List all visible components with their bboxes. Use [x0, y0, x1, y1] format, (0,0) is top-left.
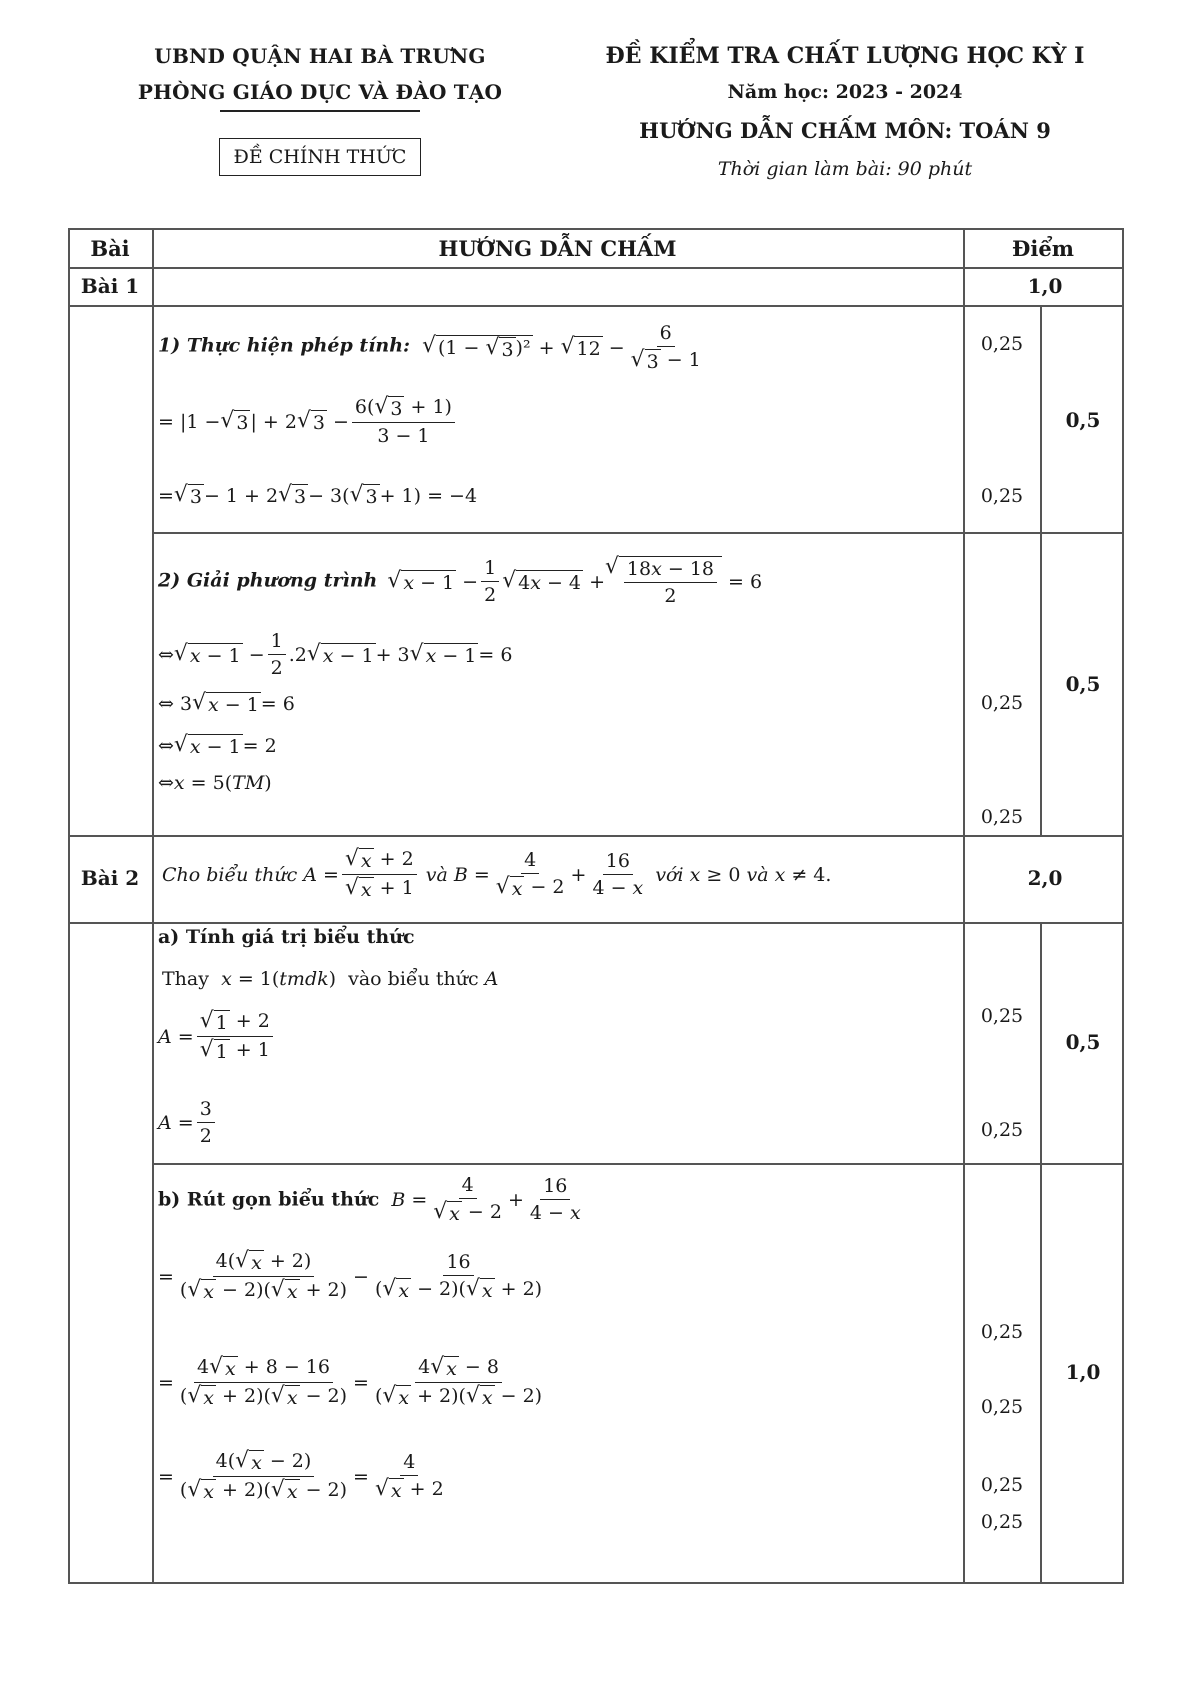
- q2-b-line4: = 4( √ x − 2) ( √ x + 2)( √ x − 2) = 4 √ x + 2: [158, 1448, 444, 1503]
- row-line-lesson1: [68, 305, 1124, 307]
- row-line-top: [68, 228, 1124, 230]
- col-divider-score-2: [1040, 922, 1042, 1583]
- q2-statement: Cho biểu thức A = √ x + 2 √ x + 1 và B = 4 √ x − 2 + $\frac{16}{4 - x}$ với x ≥ 0 và x ≠ 4.: [162, 846, 832, 901]
- row-line-q1-1: [152, 532, 1124, 534]
- col-divider-score-1: [1040, 305, 1042, 835]
- lesson1-total: 1,0: [1027, 274, 1063, 298]
- q1-1-line2: = |1 − √ 3 | + 2 √ 3 − 6( √ 3 + 1) 3 − 1: [158, 396, 458, 447]
- q1-2-prompt: 2) Giải phương trình: [158, 569, 378, 592]
- row-line-lesson2: [68, 922, 1124, 924]
- q2-a-score-2: 0,25: [980, 1119, 1024, 1141]
- q1-1-expression: √ (1 − √ 3 )² + √ 12 − 6 √ 3 − 1: [422, 322, 701, 373]
- q2-b-score-2: 0,25: [980, 1396, 1024, 1418]
- q2-b-line2: = 4( √ x + 2) ( √ x − 2)( √ x + 2) − 16 ( √ x − 2)( √ x + 2): [158, 1248, 543, 1303]
- q1-2-line2: ⇔ √ x − 1 − $\frac{1}{2}$ .2 √ x − 1 + 3 √ x − 1 = 6: [158, 630, 513, 679]
- q2-b-score-3: 0,25: [980, 1474, 1024, 1496]
- col-header-guide: HƯỚNG DẪN CHẤM: [438, 236, 677, 261]
- q1-2-line3: ⇔ 3 √ x − 1 = 6: [158, 690, 295, 716]
- subject-title: HƯỚNG DẪN CHẤM MÔN: TOÁN 9: [639, 118, 1051, 143]
- q2-b-score-4: 0,25: [980, 1511, 1024, 1533]
- q2-a-subst-post: vào biểu thức: [348, 968, 479, 990]
- q1-1-line1: [158, 322, 707, 373]
- official-stamp: ĐỀ CHÍNH THỨC: [219, 138, 422, 176]
- q2-a-subst: Thay x = 1( tmdk ) vào biểu thức A: [162, 968, 499, 990]
- q1-1-score-1: 0,25: [980, 333, 1024, 355]
- q1-2-score-2: 0,25: [980, 806, 1024, 828]
- q2-and-1: và: [425, 863, 448, 886]
- col-header-lesson: Bài: [90, 236, 130, 261]
- q1-2-line4: ⇔ √ x − 1 = 2: [158, 732, 277, 758]
- q2-a-subst-pre: Thay: [162, 968, 209, 990]
- table-border-left: [68, 228, 70, 1583]
- lesson1-label: Bài 1: [80, 274, 140, 298]
- q2-and-2: và: [746, 863, 769, 886]
- col-divider-lesson: [152, 228, 154, 1583]
- q1-2-score-1: 0,25: [980, 692, 1024, 714]
- q2-b-line3: = 4 √ x + 8 − 16 ( √ x + 2)( √ x − 2) = 4 √ x − 8 ( √ x + 2)( √ x − 2): [158, 1354, 543, 1409]
- q1-2-subtotal: 0,5: [1065, 672, 1101, 696]
- q2-a-subtotal: 0,5: [1065, 1030, 1101, 1054]
- q1-1-score-2: 0,25: [980, 485, 1024, 507]
- q1-1-subtotal: 0,5: [1065, 408, 1101, 432]
- district-name: UBND QUẬN HAI BÀ TRƯNG: [154, 44, 486, 68]
- col-divider-guide: [963, 228, 965, 1583]
- exam-title: ĐỀ KIỂM TRA CHẤT LƯỢNG HỌC KỲ I: [605, 43, 1085, 69]
- row-line-q2-a: [152, 1163, 1124, 1165]
- q1-1-prompt: 1) Thực hiện phép tính:: [158, 334, 411, 357]
- q2-a-line1: A = √ 1 + 2 √ 1 + 1: [158, 1010, 276, 1063]
- q1-2-line1: 2) Giải phương trình √ x − 1 − $\frac{1}{2}$ √ 4x − 4 + √ $\frac{18x - 18}{2}$ = 6: [158, 554, 763, 607]
- q2-intro: Cho biểu thức: [162, 863, 298, 886]
- header-right: [565, 38, 1125, 186]
- exam-duration: Thời gian làm bài: 90 phút: [717, 158, 973, 180]
- q2-b-title: b) Rút gọn biểu thức: [158, 1188, 380, 1211]
- q1-1-line3: = √ 3 − 1 + 2 √ 3 − 3( √ 3 + 1) = −4: [158, 482, 478, 508]
- q2-a-score-1: 0,25: [980, 1005, 1024, 1027]
- header-left: [110, 38, 530, 176]
- school-year: Năm học: 2023 - 2024: [727, 81, 963, 103]
- row-line-bottom: [68, 1582, 1124, 1584]
- q2-with: với: [655, 863, 684, 886]
- department-name: PHÒNG GIÁO DỤC VÀ ĐÀO TẠO: [137, 80, 503, 104]
- q2-b-subtotal: 1,0: [1065, 1360, 1101, 1384]
- col-header-score: Điểm: [1012, 236, 1074, 261]
- lesson2-total: 2,0: [1027, 866, 1063, 890]
- q1-2-line5: ⇔ x = 5( TM ): [158, 772, 272, 794]
- lesson2-label: Bài 2: [80, 866, 140, 890]
- q2-a-title: a) Tính giá trị biểu thức: [158, 926, 415, 948]
- q2-b-line1: b) Rút gọn biểu thức B = 4 √ x − 2 + $\frac{16}{4 - x}$: [158, 1174, 581, 1225]
- q2-b-score-1: 0,25: [980, 1321, 1024, 1343]
- row-line-header: [68, 267, 1124, 269]
- row-line-q1-2: [68, 835, 1124, 837]
- q2-a-line2: A = $\frac{3}{2}$: [158, 1098, 218, 1147]
- header-divider: [220, 110, 420, 112]
